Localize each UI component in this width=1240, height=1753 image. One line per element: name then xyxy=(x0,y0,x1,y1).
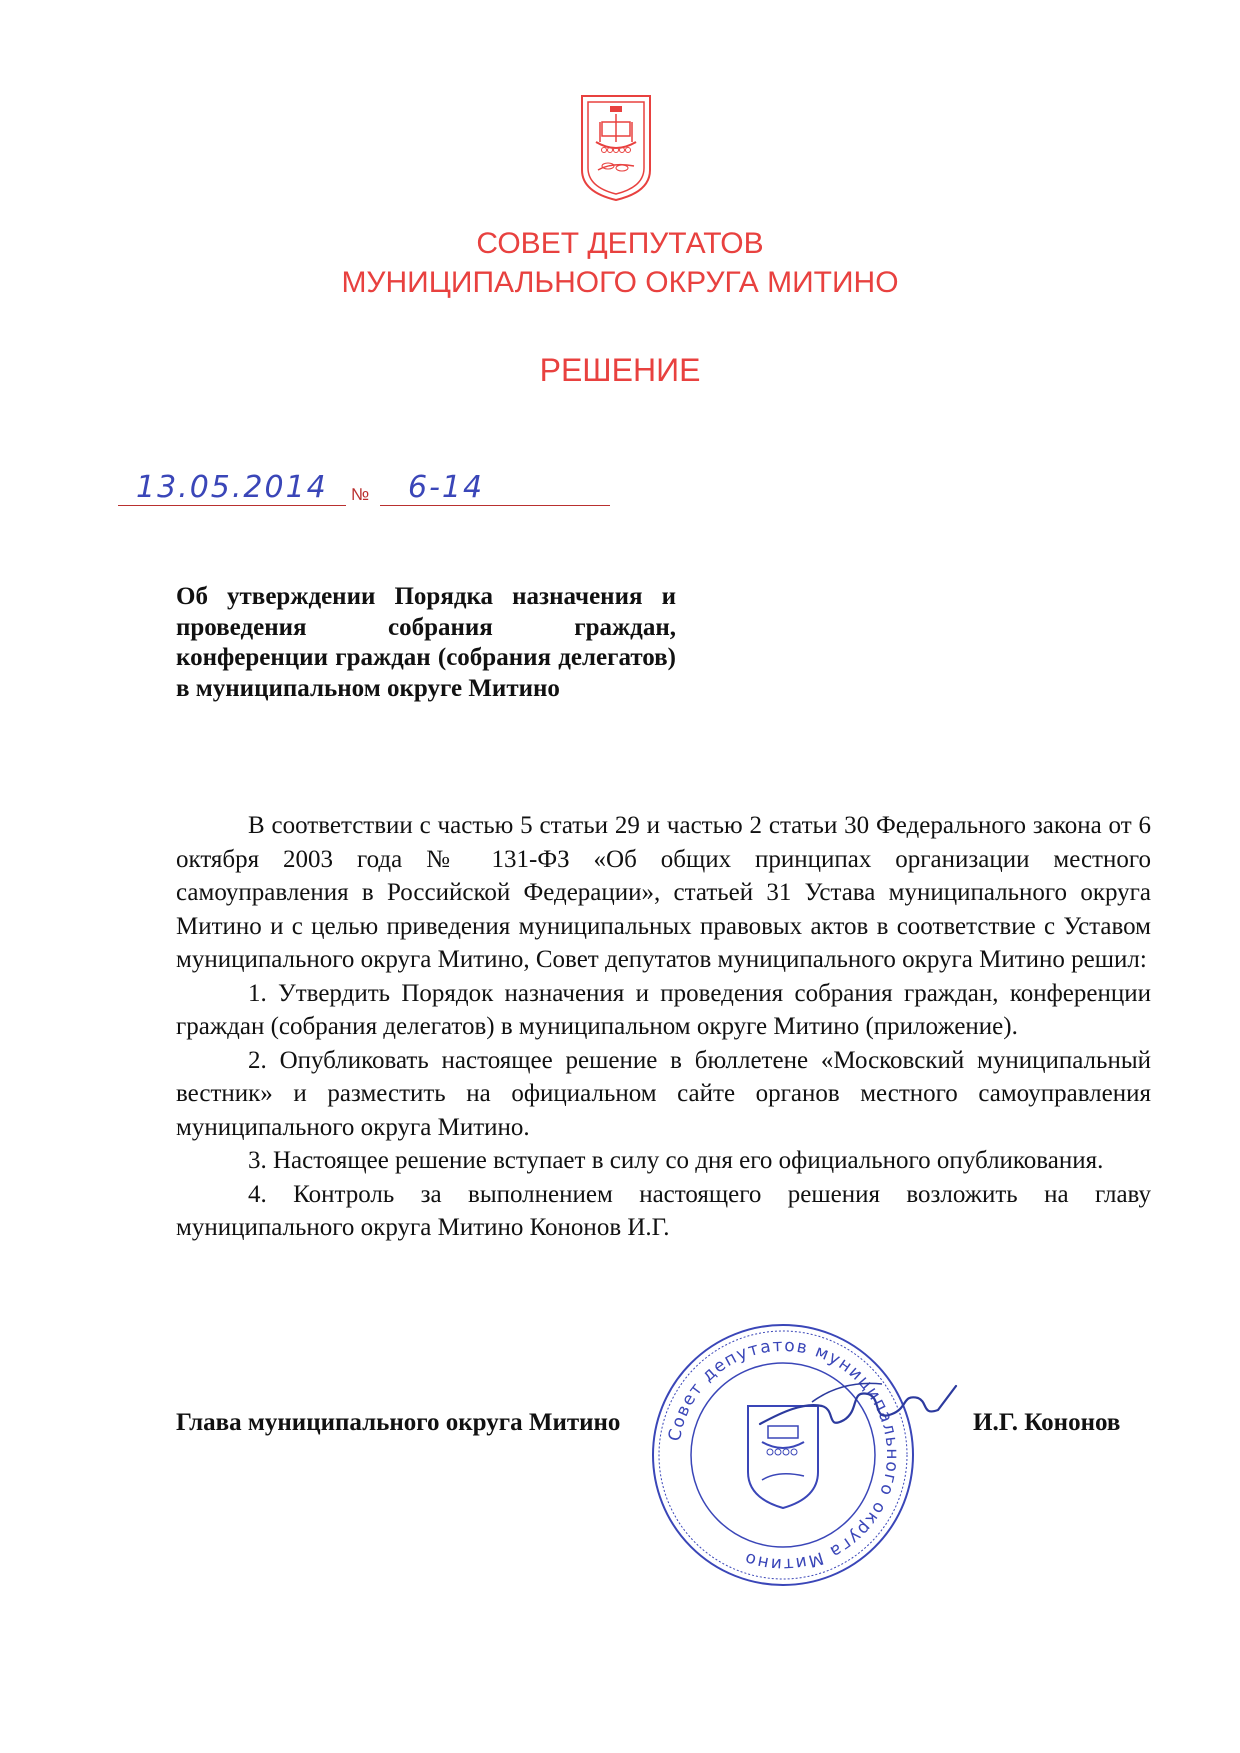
item-paragraph: 2. Опубликовать настоящее решение в бюллетене «Московский муниципальный вестник» и разместить на официальном сайте органов местного самоуправления муниципального округа Митино. xyxy=(176,1046,1151,1141)
handwritten-date: 13.05.2014 xyxy=(136,470,328,505)
document-type-title: РЕШЕНИЕ xyxy=(539,352,701,388)
decision-body xyxy=(176,809,1151,1245)
handwritten-number: 6-14 xyxy=(408,470,485,505)
preamble-paragraph: В соответствии с частью 5 статьи 29 и частью 2 статьи 30 Федерального закона от 6 октября 2003 года № 131-ФЗ «Об общих принципах организации местного самоуправления в Российской Федерации», статьей 31 Устава муниципального округа Митино и с целью приведения муниципальных правовых актов в соответствие с Уставом муниципального округа Митино, Совет депутатов муниципального округа Митино решил: xyxy=(176,812,1151,973)
seal-text: Совет депутатов муниципального округа Митино xyxy=(664,1335,903,1575)
coat-of-arms-emblem xyxy=(578,92,654,204)
signatory-name: И.Г. Кононов xyxy=(973,1409,1121,1436)
decision-subject: Об утверждении Порядка назначения и проведения собрания граждан, конференции граждан (собрания делегатов) в муниципальном округе Митино xyxy=(176,583,676,702)
handwritten-signature xyxy=(752,1372,962,1444)
official-seal xyxy=(650,1322,916,1588)
number-sign: № xyxy=(351,485,370,504)
organization-name-line2: МУНИЦИПАЛЬНОГО ОКРУГА МИТИНО xyxy=(341,266,899,299)
organization-name-line1: СОВЕТ ДЕПУТАТОВ xyxy=(476,227,764,260)
signatory-position: Глава муниципального округа Митино xyxy=(176,1409,621,1436)
number-underline xyxy=(380,505,610,506)
item-paragraph: 3. Настоящее решение вступает в силу со дня его официального опубликования. xyxy=(248,1147,1104,1174)
date-underline xyxy=(118,505,346,506)
item-paragraph: 1. Утвердить Порядок назначения и проведения собрания граждан, конференции граждан (собрания делегатов) в муниципальном округе Митино (приложение). xyxy=(176,979,1151,1040)
item-paragraph: 4. Контроль за выполнением настоящего решения возложить на главу муниципального округа Митино Кононов И.Г. xyxy=(176,1180,1151,1241)
